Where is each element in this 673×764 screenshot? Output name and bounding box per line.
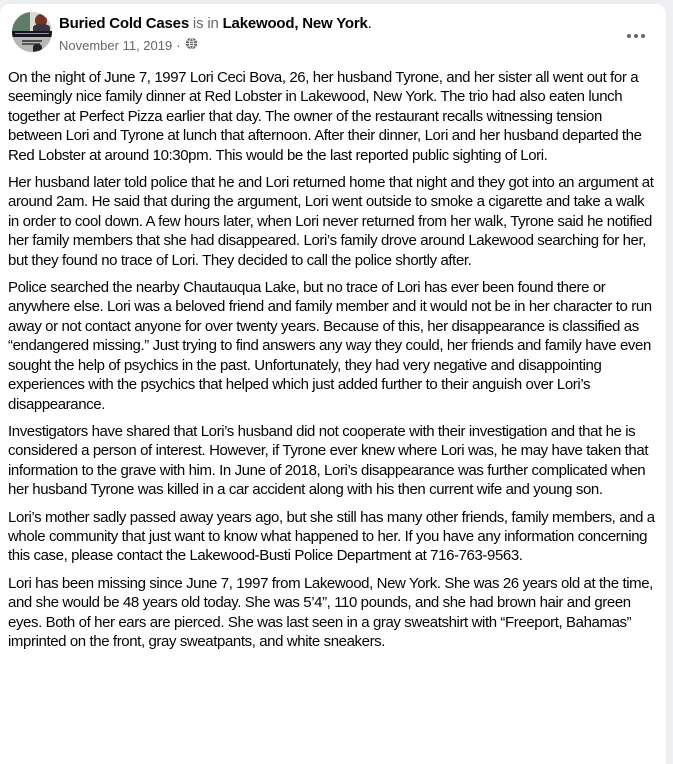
post-paragraph: Lori’s mother sadly passed away years ago, but she still has many other friends, family members, and a whole community that just want to know what happened to her. If you have any information concerning this case, please contact the Lakewood-Busti Police Department at 716-763-9563. [8, 508, 655, 565]
globe-public-icon [185, 37, 198, 55]
page-name-link[interactable]: Buried Cold Cases [59, 15, 189, 32]
ellipsis-icon [634, 34, 638, 38]
avatar-clipping-line [22, 40, 41, 42]
period-text: . [367, 15, 372, 32]
dot-separator: · [176, 37, 181, 53]
timestamp-link[interactable]: November 11, 2019 [59, 37, 173, 53]
avatar-collage-top-left [12, 12, 30, 32]
post-paragraph: Her husband later told police that he and Lori returned home that night and they got into an argument at around 2am. He said that during the argument, Lori went outside to smoke a cigarette and take a walk in order to cool down. A few hours later, when Lori never returned from her walk, Tyrone said he notified her family members that she had disappeared. Lori’s family drove around Lakewood searching for her, but they found no trace of Lori. They decided to call the police shortly after. [8, 174, 654, 269]
post-paragraph: Lori has been missing since June 7, 1997 from Lakewood, New York. She was 26 years old at the time, and she would be 48 years old today. She was 5’4”, 110 pounds, and she had brown hair and green eyes. Both of her ears are pierced. She was last seen in a gray sweatshirt with “Freeport, Bahamas” imprinted on the front, gray sweatpants, and white sneakers. [8, 574, 653, 650]
post-paragraph: Investigators have shared that Lori’s husband did not cooperate with their investigation and that he is considered a person of interest. However, if Tyrone ever knew where Lori was, he may have taken that information to the grave with him. In June of 2018, Lori’s disappearance was further complicated when her husband Tyrone was killed in a car accident along with his then current wife and young son. [8, 422, 649, 499]
location-link[interactable]: Lakewood, New York [222, 15, 368, 32]
avatar-figure-silhouette [33, 44, 42, 52]
page-avatar[interactable] [12, 12, 52, 52]
ellipsis-icon [641, 34, 645, 38]
header-text [59, 12, 372, 55]
is-in-text: is in [188, 15, 223, 32]
avatar-title-text [15, 33, 49, 34]
meta-line [59, 36, 372, 55]
post-paragraph: On the night of June 7, 1997 Lori Ceci Bova, 26, her husband Tyrone, and her sister all went out for a seemingly nice family dinner at Red Lobster in Lakewood, New York. The trio had also eaten lunch together at Perfect Pizza earlier that day. The owner of the restaurant recalls witnessing tension between Lori and Tyrone at lunch that afternoon. After their dinner, Lori and her husband departed the Red Lobster at around 10:30pm. This would be the last reported public sighting of Lori. [8, 69, 642, 164]
post-options-button[interactable] [620, 22, 652, 50]
ellipsis-icon [627, 34, 631, 38]
post-body [0, 68, 666, 651]
post-card [0, 4, 666, 764]
post-header [0, 4, 666, 55]
name-line [59, 14, 372, 34]
post-paragraph: Police searched the nearby Chautauqua Lake, but no trace of Lori has ever been found there or anywhere else. Lori was a beloved friend and family member and it would not be in her character to run away or not contact anyone for over twenty years. Because of this, her disappearance is classified as “endangered missing.” Just trying to find answers any way they could, her friends and family have even sought the help of psychics in the past. Unfortunately, they had very negative and disappointing experiences with the psychics that helped which just added further to their anguish over Lori’s disappearance. [8, 279, 652, 413]
